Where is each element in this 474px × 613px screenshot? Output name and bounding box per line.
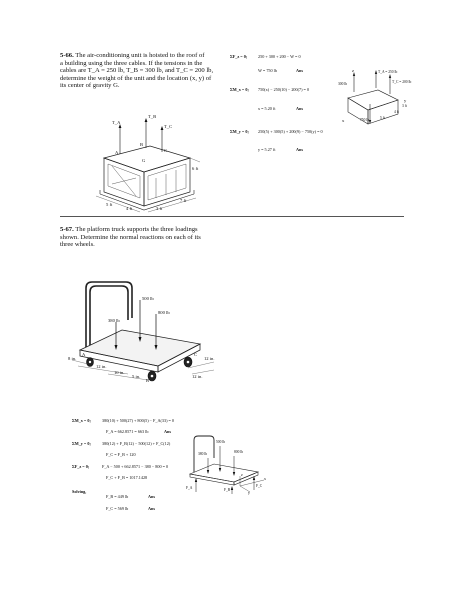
fbd-label: 380 lb xyxy=(198,452,208,456)
eq-label: ΣM_x = 0; xyxy=(230,87,249,92)
equation: 250(5) + 300(5) + 200(9) − 750(y) = 0 xyxy=(258,129,323,134)
fig-label: 8 in. xyxy=(68,356,77,361)
fbd-label: T_A = 250 lb xyxy=(378,70,398,74)
problem-number: 5-67. xyxy=(60,226,74,233)
fig-label: B xyxy=(146,378,150,383)
fbd-label: 500 lb xyxy=(216,440,226,444)
statement-line: a building using the three cables. If the tensions in the xyxy=(60,59,203,67)
fbd-label: 800 lb xyxy=(234,450,244,454)
fig-label: A xyxy=(115,150,119,155)
fig-label: 5 ft xyxy=(106,202,113,207)
fbd-axis-label: y xyxy=(248,490,250,495)
equation: F_C + F_B = 1017.1428 xyxy=(106,475,148,480)
fig-label: 12 in. xyxy=(96,364,107,369)
fig-label: T_C xyxy=(164,124,173,129)
fig-label: 5 in. xyxy=(132,374,141,379)
fig-label: 12 in. xyxy=(192,374,203,379)
problem-number: 5-66. xyxy=(60,52,74,59)
fig-label: 500 lb xyxy=(142,296,154,301)
fbd-label: F_C xyxy=(256,484,263,488)
fbd-label: F_A xyxy=(186,486,193,490)
equation: F_B = 449 lb xyxy=(106,494,129,499)
fig-label: 800 lb xyxy=(158,310,170,315)
eq-label: Solving, xyxy=(72,489,87,494)
fig-label: 10 in. xyxy=(114,370,125,375)
fig-label: G xyxy=(142,158,146,163)
equation: 250 + 300 + 200 − W = 0 xyxy=(258,54,301,59)
fig-label: A xyxy=(82,352,86,357)
fbd-label: 300 lb xyxy=(338,82,348,86)
fbd-box-drawing xyxy=(340,68,410,128)
eq-label: ΣF_z = 0; xyxy=(72,464,90,469)
solution-5-67 xyxy=(60,414,200,520)
problem-5-66-statement xyxy=(60,52,225,90)
fbd-axis-label: y xyxy=(404,98,407,103)
answer-tag: Ans xyxy=(164,429,171,434)
statement-line: shown. Determine the normal reactions on each of its xyxy=(60,233,201,241)
equation: F_A − 500 + 662.8571 − 380 − 800 = 0 xyxy=(102,464,169,469)
fbd-label: 750 lb xyxy=(360,118,370,122)
fbd-label: 3 ft xyxy=(402,104,407,108)
fbd-axis-label: x xyxy=(264,476,266,481)
equation: x = 5.20 ft xyxy=(258,106,276,111)
fig-label: T_B xyxy=(148,114,157,119)
statement-line: The platform truck supports the three loadings xyxy=(75,226,198,233)
statement-line: its center of gravity G. xyxy=(60,82,120,90)
eq-label: ΣM_x = 0; xyxy=(72,418,91,423)
equation: F_C = 569 lb xyxy=(106,506,129,511)
fbd-label: F_B xyxy=(224,488,231,492)
fig-label: 12 in. xyxy=(204,356,215,361)
answer-tag: Ans xyxy=(148,506,155,511)
fbd-axis-label: z xyxy=(352,68,355,73)
fig-label: 3 ft xyxy=(156,206,163,211)
eq-label: ΣM_y = 0; xyxy=(72,441,91,446)
fbd-5-66 xyxy=(340,68,410,128)
fig-label: C xyxy=(194,352,198,357)
equation: y = 5.27 ft xyxy=(258,147,276,152)
fig-label: T_A xyxy=(112,120,121,125)
equation: F_A = 662.8571 = 663 lb xyxy=(106,429,149,434)
fig-label: B xyxy=(140,142,144,147)
problem-5-67-statement xyxy=(60,226,230,249)
problem-divider xyxy=(60,216,404,217)
equation: 380(12) + F_B(12) − 500(12) + F_C(12) xyxy=(102,441,171,446)
equation: F_C = F_B + 120 xyxy=(106,452,136,457)
fbd-label: T_C = 200 lb xyxy=(392,80,412,84)
fbd-label: 4 ft xyxy=(394,110,399,114)
fig-label: 7 ft xyxy=(180,198,187,203)
fbd-5-67 xyxy=(184,432,268,494)
answer-tag: Ans xyxy=(296,106,303,111)
platform-truck-drawing xyxy=(68,278,220,386)
fbd-axis-label: x xyxy=(342,118,345,123)
equation: 380(10) + 500(27) + 800(5) − F_A(33) = 0 xyxy=(102,418,175,423)
figure-5-67 xyxy=(68,278,220,386)
answer-tag: Ans xyxy=(148,494,155,499)
fbd-axis-label: z xyxy=(241,472,243,477)
statement-line: The air-conditioning unit is hoisted to the roof of xyxy=(75,52,205,59)
solution-5-66 xyxy=(230,50,340,170)
eq-label: ΣF_z = 0; xyxy=(230,54,248,59)
fig-label: 4 ft xyxy=(126,206,133,211)
statement-line: three wheels. xyxy=(60,241,95,249)
fig-label: 6 ft xyxy=(192,166,199,171)
fig-label: 380 lb xyxy=(108,318,120,323)
figure-5-66 xyxy=(90,114,200,213)
fbd-label: 5 ft xyxy=(380,116,385,120)
statement-line: cables are T_A = 250 lb, T_B = 300 lb, and T_C = 200 lb, xyxy=(60,67,214,75)
eq-label: ΣM_y = 0; xyxy=(230,129,249,134)
answer-tag: Ans xyxy=(296,68,303,73)
equation: 750(x) − 250(10) − 200(7) = 0 xyxy=(258,87,310,92)
statement-line: determine the weight of the unit and the location (x, y) of xyxy=(60,74,212,82)
fig-label: C xyxy=(164,148,168,153)
answer-tag: Ans xyxy=(296,147,303,152)
equation: W = 750 lb xyxy=(258,68,277,73)
